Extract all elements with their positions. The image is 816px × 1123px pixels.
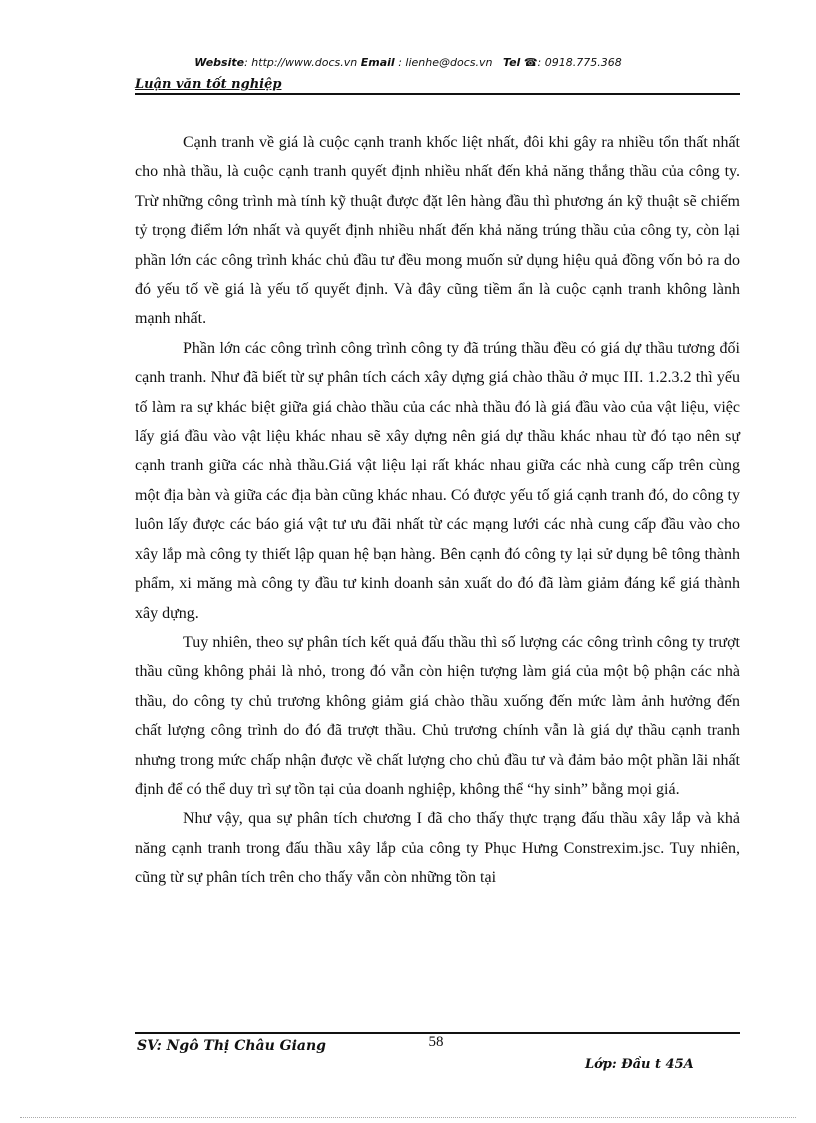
student-name: SV: Ngô Thị Châu Giang — [137, 1038, 326, 1054]
body-text — [135, 128, 740, 893]
paragraph-2: Phần lớn các công trình công trình công ty đã trúng thầu đều có giá dự thầu tương đối cạnh tranh. Như đã biết từ sự phân tích cách xây dựng giá chào thầu ở mục III. 1.2.3.2 thì yếu tố làm ra sự khác biệt giữa giá chào thầu của các nhà thầu đó là giá đầu vào của vật liệu, việc lấy giá đầu vào vật liệu khác nhau sẽ xây dựng nên giá dự thầu khác nhau từ đó tạo nên sự cạnh tranh giữa các nhà thầu.Giá vật liệu lại rất khác nhau giữa các nhà cung cấp trên cùng một địa bàn và giữa các địa bàn cũng khác nhau. Có được yếu tố giá cạnh tranh đó, do công ty luôn lấy được các báo giá vật tư ưu đãi nhất từ các mạng lưới các nhà cung cấp đầu vào cho xây lắp mà công ty thiết lập quan hệ bạn hàng. Bên cạnh đó công ty lại sử dụng bê tông thành phẩm, xi măng mà công ty đầu tư kinh doanh sản xuất do đó đã làm giảm đáng kể giá thành xây dựng. — [135, 339, 740, 622]
email-label: Email — [360, 56, 395, 69]
page-number: 58 — [428, 1034, 444, 1050]
phone-icon: ☎ — [523, 56, 538, 69]
page-bottom-divider — [20, 1117, 796, 1118]
class-label: Lớp: Đầu t 45A — [585, 1057, 694, 1072]
thesis-title: Luận văn tốt nghiệp — [135, 77, 282, 92]
paragraph-4: Như vậy, qua sự phân tích chương I đã cho thấy thực trạng đấu thầu xây lắp và khả năng cạnh tranh trong đấu thầu xây lắp của công ty Phục Hưng Constrexim.jsc. Tuy nhiên, cũng từ sự phân tích trên cho thấy vẫn còn những tồn tại — [135, 810, 740, 887]
paragraph-1: Cạnh tranh về giá là cuộc cạnh tranh khốc liệt nhất, đôi khi gây ra nhiều tổn thất nhất cho nhà thầu, là cuộc cạnh tranh quyết định nhiều nhất đến khả năng thắng thầu của công ty. Trừ những công trình mà tính kỹ thuật được đặt lên hàng đầu thì phương án kỹ thuật sẽ chiếm tỷ trọng điểm lớn nhất và quyết định nhiều nhất đến khả năng trúng thầu của công ty, còn lại phần lớn các công trình khác chủ đầu tư đều mong muốn sử dụng hiệu quả đồng vốn bỏ ra do đó yếu tố về giá là yếu tố quyết định. Và đây cũng tiềm ẩn là cuộc cạnh tranh không lành mạnh nhất. — [135, 134, 740, 328]
paragraph-3: Tuy nhiên, theo sự phân tích kết quả đấu thầu thì số lượng các công trình công ty trượt thầu cũng không phải là nhỏ, trong đó vẫn còn hiện tượng làm giá của một bộ phận các nhà thầu, do công ty chủ trương không giảm giá chào thầu xuống đến mức làm ảnh hưởng đến chất lượng công trình do đó đã trượt thầu. Chủ trương chính vẫn là giá dự thầu cạnh tranh nhưng trong mức chấp nhận được về chất lượng cho chủ đầu tư và đảm bảo một phần lãi nhất định để có thể duy trì sự tồn tại của doanh nghiệp, không thể “hy sinh” bằng mọi giá. — [135, 633, 740, 798]
website-contact-line — [0, 56, 816, 69]
website-url: : http://www.docs.vn — [244, 56, 358, 69]
website-label: Website — [194, 56, 245, 69]
email-address: : lienhe@docs.vn — [394, 56, 493, 69]
header-rule — [135, 93, 740, 95]
phone-number: : 0918.775.368 — [537, 56, 622, 69]
tel-label: Tel — [502, 56, 521, 69]
